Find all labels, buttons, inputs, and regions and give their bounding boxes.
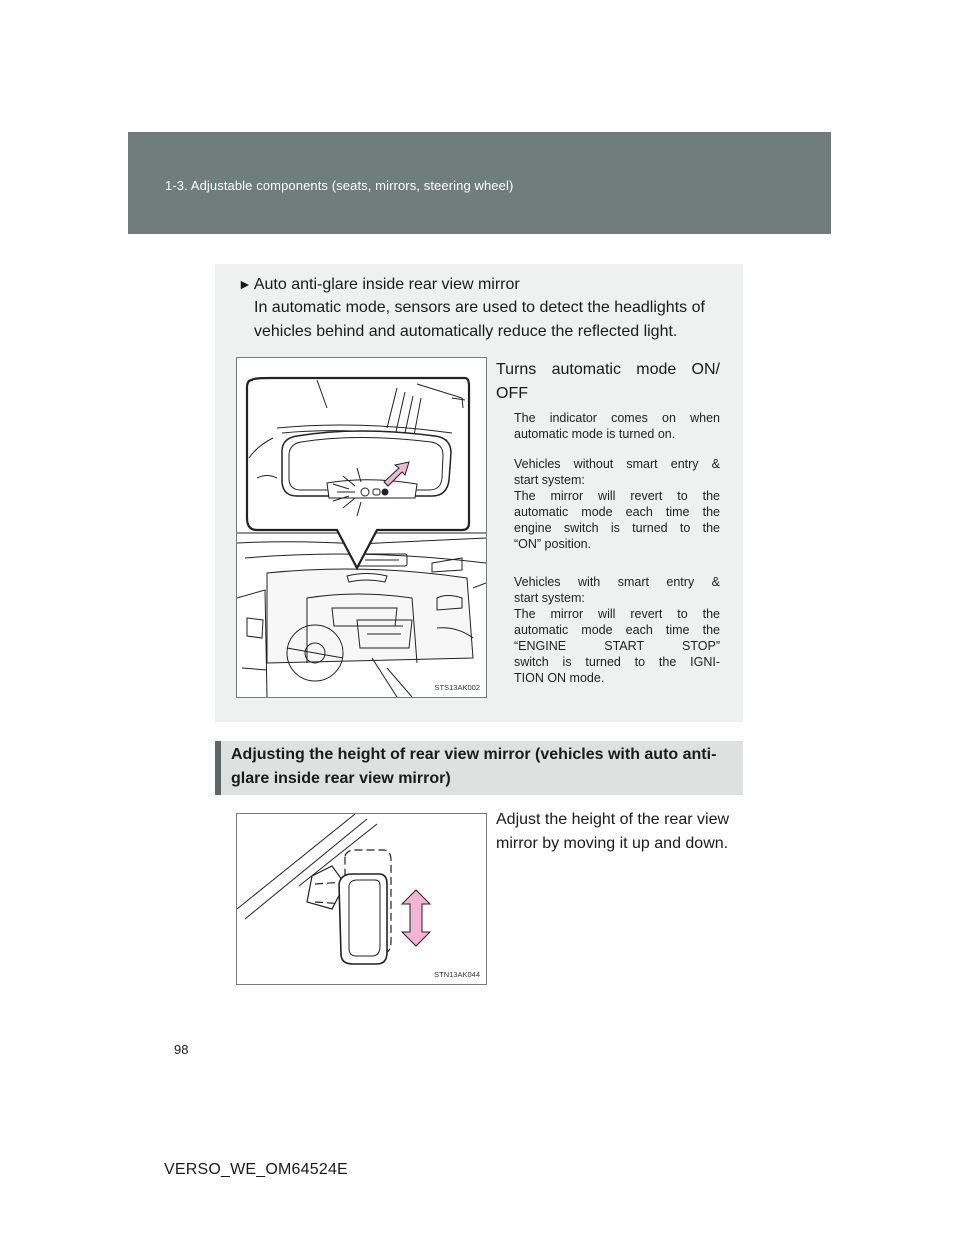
section-description — [496, 808, 746, 856]
mirror-illustration — [236, 357, 487, 698]
mirror-dashboard-drawing — [237, 358, 486, 697]
intro-line: vehicles behind and automatically reduce the reflected light. — [254, 323, 678, 340]
figure-code: STN13AK044 — [434, 970, 480, 979]
note-line: The mirror will revert to the — [514, 607, 720, 621]
description-line: mirror by moving it up and down. — [496, 835, 729, 852]
note-line: The indicator comes on when — [514, 411, 720, 425]
note-line: automatic mode each time the — [514, 505, 720, 519]
note-line: “ON” position. — [514, 537, 592, 551]
intro-line: In automatic mode, sensors are used to detect the headlights of — [254, 299, 705, 316]
section-breadcrumb: 1-3. Adjustable components (seats, mirrors, steering wheel) — [165, 178, 514, 193]
note-line: Vehicles without smart entry & — [514, 457, 720, 471]
note-line: TION ON mode. — [514, 671, 605, 685]
callout-text: Turns automatic mode ON/ OFF — [496, 361, 720, 402]
section-heading — [215, 741, 743, 795]
note-indicator — [514, 410, 720, 442]
description-line: Adjust the height of the rear view — [496, 811, 730, 828]
note-with-smart-entry — [514, 574, 720, 686]
intro-paragraph — [254, 296, 726, 344]
document-code: VERSO_WE_OM64524E — [164, 1161, 348, 1178]
note-without-smart-entry — [514, 456, 720, 552]
note-line: automatic mode is turned on. — [514, 427, 676, 441]
figure-code: STS13AK002 — [434, 683, 480, 692]
note-line: start system: — [514, 473, 585, 487]
note-line: “ENGINE START STOP” — [514, 639, 720, 653]
note-line: engine switch is turned to the — [514, 521, 720, 535]
bullet-triangle-icon: ► — [238, 276, 252, 292]
note-line: start system: — [514, 591, 585, 605]
bullet-title — [238, 276, 520, 294]
note-line: Vehicles with smart entry & — [514, 575, 720, 589]
mirror-height-drawing — [237, 814, 486, 984]
note-line: switch is turned to the IGNI- — [514, 655, 720, 669]
section-heading-line: glare inside rear view mirror) — [231, 770, 451, 787]
section-heading-line: Adjusting the height of rear view mirror (vehicles with auto anti- — [231, 746, 717, 763]
mirror-height-illustration — [236, 813, 487, 985]
bullet-title-text: Auto anti-glare inside rear view mirror — [253, 276, 520, 293]
page-number: 98 — [174, 1042, 189, 1057]
note-line: automatic mode each time the — [514, 623, 720, 637]
note-line: The mirror will revert to the — [514, 489, 720, 503]
